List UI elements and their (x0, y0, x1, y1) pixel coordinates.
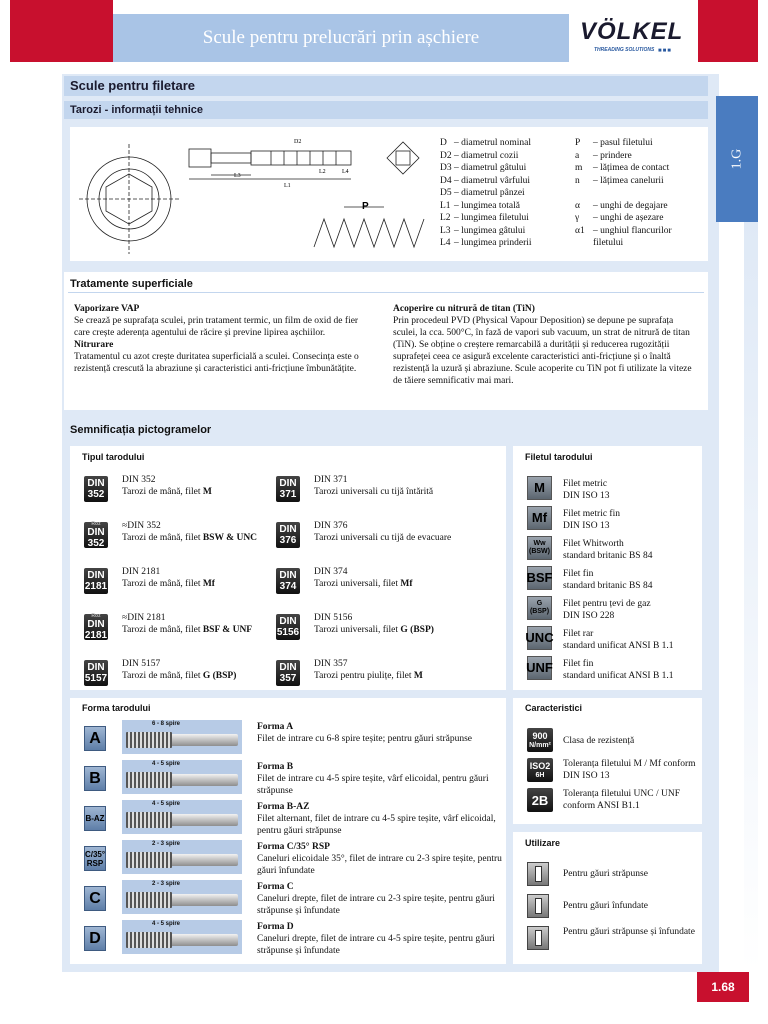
dimension-row (440, 162, 570, 175)
tap-type-desc-bold: M (413, 671, 423, 681)
dimension-row (575, 237, 705, 250)
tap-spire-label: 4 - 5 spire (152, 801, 181, 807)
nitriding-title: Nitrurare (74, 340, 114, 350)
tap-type-item (122, 658, 272, 682)
badge-line2: 374 (279, 581, 297, 592)
thread-badge: UNF (527, 656, 552, 680)
form-badge: B-AZ (84, 806, 106, 831)
dimension-desc: – diametrul nominal (454, 138, 532, 148)
thread-item (563, 538, 699, 562)
tap-type-name: DIN 357 (314, 659, 348, 669)
badge-line2: 371 (279, 489, 297, 500)
tap-technical-drawing (74, 129, 434, 259)
char-badge-line2: 6H (535, 771, 545, 779)
usage-hole (535, 930, 542, 946)
thread-line2: standard britanic BS 84 (563, 581, 653, 591)
dimension-row (440, 212, 570, 225)
badge-line2: 352 (87, 489, 105, 500)
tap-type-item (122, 520, 272, 544)
tap-type-desc: Tarozi universali cu tijă de evacuare (314, 533, 452, 543)
tap-type-desc-line (122, 624, 272, 636)
tap-type-title: Tipul tarodului (82, 452, 145, 462)
tap-type-desc-bold: Mf (400, 579, 413, 589)
form-name: Forma D (257, 922, 294, 932)
char-badge-line2: N/mm² (529, 741, 551, 749)
usage-icon (527, 862, 549, 886)
badge-line1: DIN (279, 524, 297, 535)
tap-type-item (314, 612, 464, 636)
tap-type-item (314, 520, 464, 544)
tap-form-drawing (122, 760, 242, 794)
tap-type-item (122, 612, 272, 636)
tap-type-name: DIN 5157 (122, 659, 161, 669)
form-title: Forma tarodului (82, 703, 151, 713)
form-badge: D (84, 926, 106, 951)
dimension-desc: – lungimea gâtului (454, 225, 526, 236)
diagram-label-l1: L1 (284, 183, 291, 189)
thread-line1: Filet rar (563, 629, 594, 639)
badge-line2: 2181 (84, 581, 108, 592)
tap-type-name: DIN 352 (122, 475, 156, 485)
badge-line1: DIN (87, 478, 105, 489)
thread-item (563, 628, 699, 652)
usage-title: Utilizare (525, 838, 561, 848)
tap-type-item (314, 658, 464, 682)
brand-tagline: THREADING SOLUTIONS (594, 47, 655, 53)
form-text: Filet alternant, filet de intrare cu 4-5 spire teșite, vârf elicoidal, pentru găuri străpunse (257, 814, 496, 836)
surface-treatments-panel (64, 272, 708, 410)
thread-line1: Filet fin (563, 569, 594, 579)
dimension-row (440, 200, 570, 213)
tap-thread (126, 932, 172, 948)
form-text: Filet de intrare cu 4-5 spire teșite, vârf elicoidal, pentru găuri străpunse (257, 774, 489, 796)
form-badge: C (84, 886, 106, 911)
form-name: Forma C/35° RSP (257, 842, 330, 852)
usage-text: Pentru găuri străpunse (563, 869, 648, 879)
char-badge-line1: ISO2 (529, 760, 551, 771)
dimension-symbol: L1 (440, 200, 451, 211)
thread-line2: standard unificat ANSI B 1.1 (563, 641, 674, 651)
dimension-row (440, 150, 570, 163)
badge-line2: 376 (279, 535, 297, 546)
dimension-row (440, 137, 570, 150)
tap-type-item (122, 474, 272, 498)
tap-type-name: DIN 5156 (314, 613, 353, 623)
dimension-symbol: m (575, 163, 583, 173)
din-badge (276, 476, 300, 502)
diagram-label-l2: L2 (319, 169, 326, 175)
dimension-symbol: D2 (440, 150, 452, 161)
tap-type-desc: Tarozi universali, filet (314, 579, 401, 589)
characteristic-badge (527, 758, 553, 782)
dimension-desc: – lungimea filetului (454, 213, 529, 223)
diagram-label-l3: L3 (234, 173, 241, 179)
tap-type-desc-line (314, 624, 464, 636)
badge-line1: DIN (87, 662, 105, 673)
dimension-desc: – unghi de așezare (593, 213, 664, 223)
din-badge (276, 614, 300, 640)
badge-line1: DIN (279, 478, 297, 489)
vap-text: Se crează pe suprafața sculei, prin tratament termic, un film de oxid de fier care crește aderența agentului de răcire și previne lipirea așchiilor. (74, 316, 359, 338)
form-badge: C/35° RSP (84, 846, 106, 871)
form-text: Filet de intrare cu 6-8 spire teșite; pentru găuri străpunse (257, 734, 473, 744)
thread-line1: Filet metric fin (563, 509, 620, 519)
tin-text: Prin procedeul PVD (Physical Vapour Deposition) se depune pe suprafața sculei, la cca. 500°C, în fază de vapori sub vacuum, un strat de nitrură de titan (TiN). Se obține o creștere remarcabilă a durității și reducerea rugozității suprafeței ceea ce asigură excelente caracteristici anti-fricțiune și o înaltă rezistență la uzură și abraziune. Scule acoperite cu TiN pot fi utilizate la viteze de tăiere semnificativ mai mari. (393, 316, 692, 386)
thread-line1: Filet metric (563, 479, 608, 489)
tap-type-desc-line (122, 532, 272, 544)
dimension-desc: – diametrul pânzei (454, 188, 525, 198)
tap-type-desc-line (122, 578, 272, 590)
page-number: 1.68 (697, 972, 749, 1002)
dimension-row (440, 187, 570, 200)
form-item (257, 761, 503, 797)
nitriding-text: Tratamentul cu azot crește duritatea superficială a sculei. Consecința este o rezistență crescută la abraziune și caracteristici anti-fricțiune îmbunătățite. (74, 352, 359, 374)
treatments-divider (68, 292, 704, 293)
tap-type-desc-bold: BSW & UNC (202, 533, 258, 543)
thread-badge: BSF (527, 566, 552, 590)
tap-spire-label: 4 - 5 spire (152, 921, 181, 927)
badge-line1: DIN (279, 570, 297, 581)
tap-type-desc-bold: BSF & UNF (202, 625, 253, 635)
tap-form-drawing (122, 720, 242, 754)
brand-dots: ■■■ (658, 48, 672, 54)
form-text: Caneluri drepte, filet de intrare cu 4-5 spire teșite, pentru găuri străpunse și înfundate (257, 934, 495, 956)
tap-type-desc: Tarozi universali, filet (314, 625, 401, 635)
tap-form-drawing (122, 800, 242, 834)
diagram-label-p: P (362, 201, 369, 212)
tap-type-desc: Tarozi de mână, filet (122, 579, 203, 589)
dimension-desc: – lungimea prinderii (454, 238, 532, 248)
din-badge (276, 660, 300, 686)
dimension-row (440, 175, 570, 188)
dimension-row (440, 237, 570, 250)
tap-form-drawing (122, 920, 242, 954)
thread-line2: standard britanic BS 84 (563, 551, 653, 561)
dimension-desc: – lățimea canelurii (593, 175, 664, 186)
dimension-symbol: L2 (440, 213, 451, 223)
subsection-title: Tarozi - informații tehnice (64, 101, 708, 119)
characteristic-text: Toleranța filetului M / Mf conform DIN ISO 13 (563, 759, 696, 781)
characteristics-panel (513, 698, 702, 824)
thread-line2: DIN ISO 13 (563, 521, 610, 531)
tap-thread (126, 732, 172, 748)
din-badge (276, 568, 300, 594)
vap-title: Vaporizare VAP (74, 304, 140, 314)
din-badge (84, 614, 108, 640)
form-name: Forma B-AZ (257, 802, 310, 812)
badge-line2: 352 (87, 538, 105, 549)
treatments-title: Tratamente superficiale (70, 278, 193, 290)
tap-type-item (314, 566, 464, 590)
dimension-desc: – unghiul flancurilor (593, 225, 672, 236)
thread-line1: Filet pentru țevi de gaz (563, 599, 651, 609)
dimension-row (575, 200, 705, 213)
dimension-symbol: a (575, 150, 580, 161)
dimension-desc: filetului (593, 238, 624, 248)
dimension-symbol: L4 (440, 238, 451, 248)
form-badge: B (84, 766, 106, 791)
dimension-desc: – diametrul cozii (454, 150, 519, 161)
tap-spire-label: 4 - 5 spire (152, 761, 181, 767)
usage-hole (535, 898, 542, 914)
din-badge (276, 522, 300, 548)
dimension-desc: – lățimea de contact (593, 163, 670, 173)
tap-type-name: ≈DIN 352 (122, 521, 161, 531)
dimension-symbol: D4 (440, 175, 452, 186)
usage-hole (535, 866, 542, 882)
characteristic-badge (527, 788, 553, 812)
din-badge (84, 660, 108, 686)
diagram-label-d2: D2 (294, 139, 302, 145)
tap-type-desc-line (314, 578, 464, 590)
dimension-row (575, 175, 705, 188)
form-name: Forma A (257, 722, 294, 732)
dimension-legend-right (575, 137, 705, 250)
tap-type-desc-bold: M (202, 487, 212, 497)
usage-text: Pentru găuri înfundate (563, 901, 648, 911)
usage-panel (513, 832, 702, 964)
dimension-row (575, 137, 705, 150)
tap-type-name: DIN 374 (314, 567, 348, 577)
tap-type-desc: Tarozi de mână, filet (122, 625, 203, 635)
tap-type-desc: Tarozi de mână, filet (122, 671, 203, 681)
tap-type-name: ≈DIN 2181 (122, 613, 166, 623)
thread-badge: Ww (BSW) (527, 536, 552, 560)
dimension-desc: – lungimea totală (454, 200, 520, 211)
usage-text: Pentru găuri străpunse și înfundate (563, 927, 695, 937)
dimension-symbol: n (575, 175, 580, 186)
form-item (257, 721, 503, 745)
tap-type-desc-line (314, 670, 464, 682)
tap-type-item (314, 474, 464, 498)
tin-title: Acoperire cu nitrură de titan (TiN) (393, 304, 535, 314)
tap-thread (126, 852, 172, 868)
thread-badge: Mf (527, 506, 552, 530)
dimension-desc: – diametrul vârfului (454, 175, 530, 186)
tap-form-drawing (122, 880, 242, 914)
pictograms-title: Semnificația pictogramelor (70, 424, 212, 436)
brand-logo (570, 14, 698, 62)
badge-line1: DIN (279, 616, 297, 627)
thread-item (563, 478, 699, 502)
dimension-symbol: P (575, 138, 581, 148)
tap-type-desc: Tarozi universali cu tijă întărită (314, 487, 434, 497)
dimension-desc: – pasul filetului (593, 138, 653, 148)
dimension-symbol: D3 (440, 163, 452, 173)
tap-thread (126, 892, 172, 908)
form-text: Caneluri elicoidale 35°, filet de intrare cu 2-3 spire teșite, pentru găuri înfundate (257, 854, 502, 876)
brand-name: VÖLKEL (580, 18, 684, 45)
tap-type-desc: Tarozi de mână, filet (122, 533, 203, 543)
side-gradient (744, 222, 758, 972)
dimension-row (575, 187, 705, 200)
form-badge: A (84, 726, 106, 751)
badge-line1: DIN (279, 662, 297, 673)
dimension-legend-left (440, 137, 570, 250)
thread-line2: DIN ISO 228 (563, 611, 615, 621)
thread-item (563, 598, 699, 622)
tap-form-panel (70, 698, 506, 964)
thread-line1: Filet Whitworth (563, 539, 624, 549)
thread-title: Filetul tarodului (525, 452, 593, 462)
thread-item (563, 658, 699, 682)
badge-line1: DIN (87, 527, 105, 538)
thread-line2: DIN ISO 13 (563, 491, 610, 501)
dimension-symbol: D5 (440, 188, 452, 198)
dimension-symbol: γ (575, 213, 580, 223)
dimension-symbol: L3 (440, 225, 451, 236)
tap-type-desc-bold: G (BSP) (400, 625, 434, 635)
tap-type-desc-line (122, 486, 272, 498)
thread-line2: standard unificat ANSI B 1.1 (563, 671, 674, 681)
badge-line2: 2181 (84, 630, 108, 641)
thread-panel (513, 446, 702, 690)
tap-type-desc: Tarozi de mână, filet (122, 487, 203, 497)
characteristics-title: Caracteristici (525, 703, 583, 713)
tap-spire-label: 2 - 3 spire (152, 841, 181, 847)
page-header-title: Scule pentru prelucrări prin așchiere (202, 27, 480, 48)
thread-badge: M (527, 476, 552, 500)
dimension-row (440, 225, 570, 238)
tap-type-desc: Tarozi pentru piulițe, filet (314, 671, 414, 681)
thread-badge: G (BSP) (527, 596, 552, 620)
badge-line2: 357 (279, 673, 297, 684)
badge-marker: Roz (91, 613, 101, 619)
dimension-desc: – unghi de degajare (593, 200, 668, 211)
header-red-right (698, 0, 758, 62)
tap-type-panel (70, 446, 506, 690)
usage-icon (527, 926, 549, 950)
badge-line1: DIN (87, 619, 105, 630)
badge-marker: Roz (91, 521, 101, 527)
tap-type-desc-bold: Mf (202, 579, 215, 589)
form-name: Forma C (257, 882, 294, 892)
tap-thread (126, 812, 172, 828)
din-badge (84, 522, 108, 548)
dimension-symbol: D (440, 138, 447, 148)
badge-line2: 5156 (276, 627, 300, 638)
tap-type-desc-line (314, 486, 464, 498)
tap-type-name: DIN 2181 (122, 567, 161, 577)
din-badge (84, 476, 108, 502)
thread-line1: Filet fin (563, 659, 594, 669)
tap-type-desc-line (122, 670, 272, 682)
form-item (257, 801, 503, 837)
tap-spire-label: 2 - 3 spire (152, 881, 181, 887)
char-badge-line1: 2B (531, 792, 549, 808)
chapter-tab: 1.G (716, 96, 758, 222)
thread-item (563, 508, 699, 532)
dimension-row (575, 150, 705, 163)
header-red-left (10, 0, 113, 62)
dimension-row (575, 212, 705, 225)
section-title: Scule pentru filetare (64, 76, 708, 96)
thread-item (563, 568, 699, 592)
tap-type-name: DIN 371 (314, 475, 348, 485)
form-text: Caneluri drepte, filet de intrare cu 2-3 spire teșite, pentru găuri străpunse și înfundate (257, 894, 495, 916)
characteristic-text: Clasa de rezistență (563, 736, 635, 746)
form-item (257, 841, 503, 877)
dimension-symbol: α1 (575, 225, 585, 236)
dimension-desc: – prindere (593, 150, 632, 161)
thread-badge: UNC (527, 626, 552, 650)
form-item (257, 881, 503, 917)
diagram-label-l4: L4 (342, 169, 349, 175)
din-badge (84, 568, 108, 594)
tap-thread (126, 772, 172, 788)
form-name: Forma B (257, 762, 294, 772)
badge-line2: 5157 (84, 673, 108, 684)
technical-info-panel (70, 127, 708, 261)
form-item (257, 921, 503, 957)
dimension-row (575, 162, 705, 175)
dimension-row (575, 225, 705, 238)
usage-icon (527, 894, 549, 918)
badge-line1: DIN (87, 570, 105, 581)
tap-form-drawing (122, 840, 242, 874)
tap-type-name: DIN 376 (314, 521, 348, 531)
characteristic-badge (527, 728, 553, 752)
dimension-desc: – diametrul gâtului (454, 163, 527, 173)
tap-type-desc-line (314, 532, 464, 544)
char-badge-line1: 900 (532, 730, 548, 741)
characteristic-text: Toleranța filetului UNC / UNF conform ANSI B1.1 (563, 789, 681, 811)
tap-spire-label: 6 - 8 spire (152, 721, 181, 727)
dimension-symbol: α (575, 200, 580, 211)
tap-type-item (122, 566, 272, 590)
tap-type-desc-bold: G (BSP) (202, 671, 237, 681)
